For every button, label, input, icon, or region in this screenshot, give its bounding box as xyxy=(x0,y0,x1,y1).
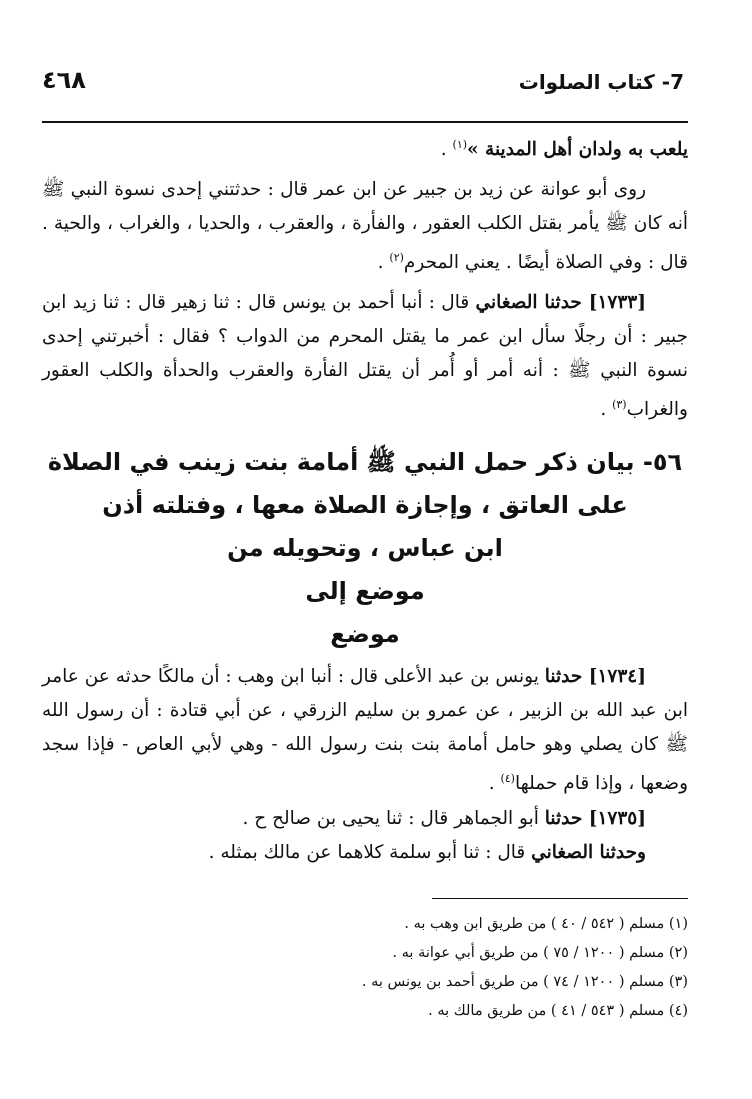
section-heading-line: على العاتق ، وإجازة الصلاة معها ، وفتلته أذن xyxy=(102,491,628,520)
paragraph-abu-awana xyxy=(42,173,688,280)
hadith-lead: حدثنا xyxy=(544,666,589,688)
hadith-text: أبو الجماهر قال : ثنا يحيى بن صالح ح . xyxy=(242,807,545,829)
hadith-number: [١٧٣٥] xyxy=(588,807,646,829)
paragraph-text: روى أبو عوانة عن زيد بن جبير عن ابن عمر قال : حدثتني إحدى نسوة النبي ﷺ أنه كان ﷺ يأمر بقتل الكلب العقور ، والفأرة ، والعقرب ، والحديا ، والغراب ، والحية . قال : وفي الصلاة أيضًا . يعني المحرم xyxy=(42,179,688,274)
footnote-rule xyxy=(432,898,688,899)
section-heading-line: موضع إلى xyxy=(305,577,425,606)
paragraph-end: . xyxy=(377,252,390,274)
paragraph-continuation xyxy=(42,128,688,167)
footnote-ref-3: (٣) xyxy=(612,398,627,412)
hadith-number: [١٧٣٣] xyxy=(588,292,646,314)
paragraph-bold-text: يلعب به ولدان أهل المدينة » xyxy=(467,139,688,161)
section-heading-line: ابن عباس ، وتحويله من xyxy=(227,534,503,563)
hadith-1733 xyxy=(42,286,688,427)
hadith-lead: حدثنا الصغاني xyxy=(475,292,589,314)
section-heading-line: ٥٦- بيان ذكر حمل النبي ﷺ أمامة بنت زينب في الصلاة xyxy=(47,448,683,477)
header-rule xyxy=(42,121,688,123)
hadith-text: يونس بن عبد الأعلى قال : أنبا ابن وهب : أن مالكًا حدثه عن عامر ابن عبد الله بن الزبير ، عن عمرو بن سليم الزرقي ، عن أبي قتادة : أن رسول الله ﷺ كان يصلي وهو حامل أمامة بنت بنت رسول الله - وهي لأبي العاص - فإذا سجد وضعها ، وإذا قام حملها xyxy=(42,666,688,795)
footnote-ref-2: (٢) xyxy=(389,251,404,265)
page-header xyxy=(42,62,684,102)
paragraph-end: . xyxy=(440,139,453,161)
footnote-2: (٢) مسلم ( ١٢٠٠ / ٧٥ ) من طريق أبي عوانة به . xyxy=(392,945,688,961)
footnote-3: (٣) مسلم ( ١٢٠٠ / ٧٤ ) من طريق أحمد بن يونس به . xyxy=(361,974,688,990)
section-heading xyxy=(42,441,688,656)
footnotes xyxy=(42,910,688,1026)
hadith-number: [١٧٣٤] xyxy=(588,666,646,688)
hadith-continuation xyxy=(42,836,688,870)
paragraph-end: . xyxy=(488,773,501,795)
footnote-1: (١) مسلم ( ٥٤٢ / ٤٠ ) من طريق ابن وهب به . xyxy=(404,916,688,932)
footnote-ref-4: (٤) xyxy=(500,772,515,786)
page-number: ٤٦٨ xyxy=(42,66,86,94)
hadith-1735 xyxy=(42,802,688,836)
hadith-text: قال : أنبا أحمد بن يونس قال : ثنا زهير قال : ثنا زيد ابن جبير : أن رجلًا سأل ابن عمر ما يقتل المحرم من الدواب ؟ فقال : أخبرتني إحدى نسوة النبي ﷺ : أنه أمر أو أُمر أن يقتل الفأرة والعقرب والحدأة والكلب العقور والغراب xyxy=(42,292,688,421)
hadith-text: قال : ثنا أبو سلمة كلاهما عن مالك بمثله . xyxy=(208,841,532,863)
hadith-1734 xyxy=(42,660,688,801)
main-text xyxy=(42,128,688,870)
hadith-lead: وحدثنا الصغاني xyxy=(531,841,646,863)
footnote-4: (٤) مسلم ( ٥٤٣ / ٤١ ) من طريق مالك به . xyxy=(428,1003,688,1019)
paragraph-end: . xyxy=(600,399,613,421)
chapter-title: 7- كتاب الصلوات xyxy=(518,70,684,94)
hadith-lead: حدثنا xyxy=(544,807,589,829)
section-heading-line: موضع xyxy=(330,620,400,649)
footnote-ref-1: (١) xyxy=(452,138,468,151)
